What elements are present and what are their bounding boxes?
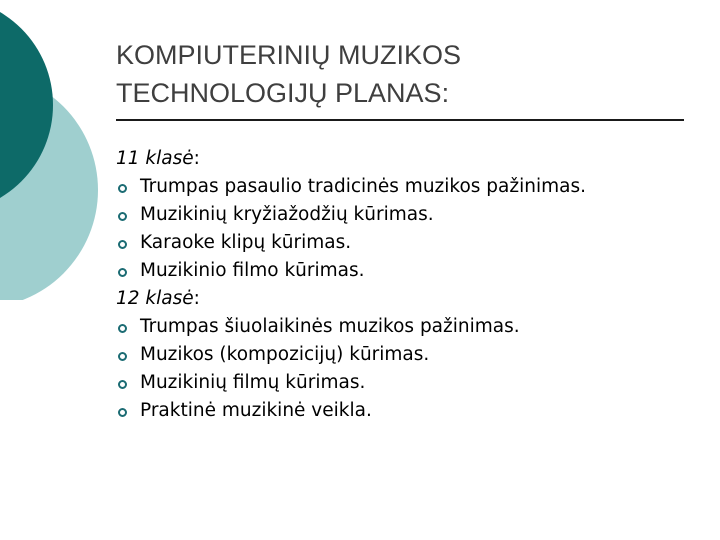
list-item-text: Muzikinių filmų kūrimas. [140, 372, 366, 393]
slide-content [116, 145, 706, 425]
title-divider [116, 119, 684, 121]
circle-bullet-icon [118, 240, 127, 249]
list-item [116, 397, 706, 425]
list-item [116, 369, 706, 397]
slide-title [116, 36, 686, 112]
list-item-text: Muzikinio filmo kūrimas. [140, 260, 365, 281]
circle-bullet-icon [118, 380, 127, 389]
list-item [116, 173, 706, 201]
circle-bullet-icon [118, 184, 127, 193]
circle-bullet-icon [118, 352, 127, 361]
circle-bullet-icon [118, 212, 127, 221]
list-item-text: Trumpas šiuolaikinės muzikos pažinimas. [140, 316, 520, 337]
title-line-1: KOMPIUTERINIŲ MUZIKOS [116, 40, 462, 70]
title-line-2: TECHNOLOGIJŲ PLANAS: [116, 78, 450, 108]
list-item [116, 313, 706, 341]
circle-bullet-icon [118, 408, 127, 417]
section-heading: 11 klasė: [116, 148, 200, 169]
list-item-text: Muzikinių kryžiažodžių kūrimas. [140, 204, 434, 225]
section-heading: 12 klasė: [116, 288, 200, 309]
list-item [116, 229, 706, 257]
circle-bullet-icon [118, 268, 127, 277]
list-item-text: Trumpas pasaulio tradicinės muzikos pažinimas. [140, 176, 586, 197]
list-item [116, 201, 706, 229]
list-item [116, 341, 706, 369]
list-item [116, 257, 706, 285]
decorative-circles [0, 0, 110, 300]
list-item-text: Karaoke klipų kūrimas. [140, 232, 352, 253]
circle-bullet-icon [118, 324, 127, 333]
list-item-text: Muzikos (kompozicijų) kūrimas. [140, 344, 430, 365]
list-item-text: Praktinė muzikinė veikla. [140, 400, 372, 421]
